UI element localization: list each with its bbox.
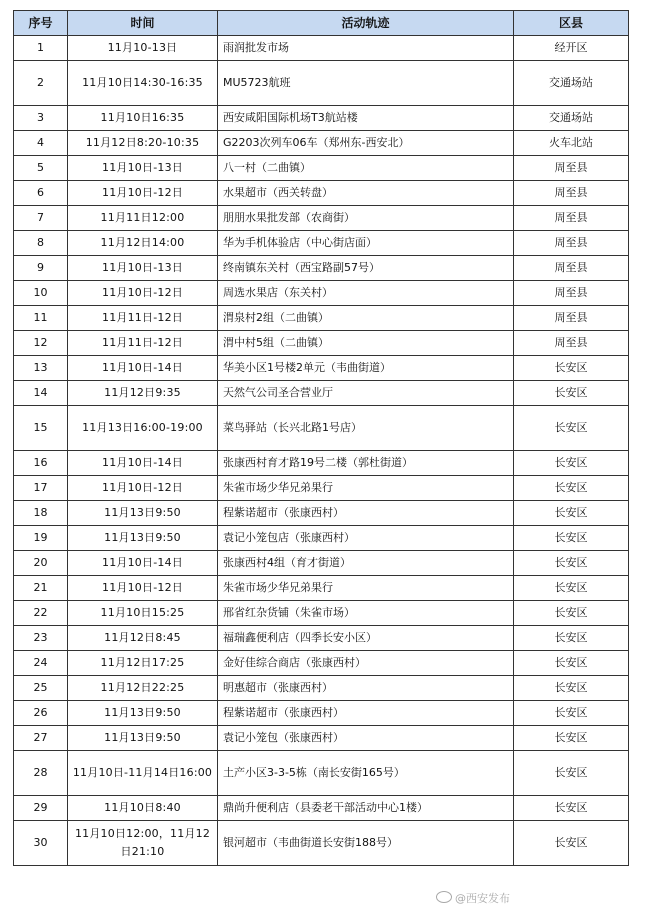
- table-row: [14, 356, 629, 381]
- row-location: 邢省红杂货铺（朱雀市场）: [218, 601, 514, 626]
- row-time: 11月11日12:00: [68, 206, 218, 231]
- row-time: 11月10日8:40: [68, 796, 218, 821]
- watermark: [436, 890, 510, 906]
- row-number: 5: [14, 156, 68, 181]
- table-row: [14, 551, 629, 576]
- row-district: 长安区: [514, 651, 629, 676]
- row-district: 周至县: [514, 256, 629, 281]
- row-location: G2203次列车06车（郑州东-西安北）: [218, 131, 514, 156]
- row-number: 10: [14, 281, 68, 306]
- row-district: 周至县: [514, 231, 629, 256]
- row-location: 福瑞鑫便利店（四季长安小区）: [218, 626, 514, 651]
- table-row: [14, 601, 629, 626]
- row-district: 周至县: [514, 331, 629, 356]
- table-row: [14, 281, 629, 306]
- header-no: 序号: [14, 11, 68, 36]
- table-row: [14, 676, 629, 701]
- row-time: 11月10日14:30-16:35: [68, 61, 218, 106]
- itinerary-table: [13, 10, 629, 866]
- row-district: 周至县: [514, 306, 629, 331]
- header-district: 区县: [514, 11, 629, 36]
- table-row: [14, 131, 629, 156]
- table-row: [14, 306, 629, 331]
- row-location: 银河超市（韦曲街道长安街188号）: [218, 821, 514, 866]
- row-number: 8: [14, 231, 68, 256]
- watermark-text: @西安发布: [455, 892, 510, 905]
- row-number: 15: [14, 406, 68, 451]
- row-location: MU5723航班: [218, 61, 514, 106]
- row-location: 渭中村5组（二曲镇）: [218, 331, 514, 356]
- row-time: 11月10-13日: [68, 36, 218, 61]
- itinerary-sheet: [13, 10, 628, 866]
- row-district: 周至县: [514, 206, 629, 231]
- row-district: 交通场站: [514, 61, 629, 106]
- row-number: 4: [14, 131, 68, 156]
- row-time: 11月12日9:35: [68, 381, 218, 406]
- row-location: 程紫诺超市（张康西村）: [218, 501, 514, 526]
- table-row: [14, 61, 629, 106]
- row-time: 11月12日8:45: [68, 626, 218, 651]
- row-time: 11月11日-12日: [68, 306, 218, 331]
- row-number: 1: [14, 36, 68, 61]
- row-location: 袁记小笼包店（张康西村）: [218, 526, 514, 551]
- row-location: 张康西村4组（育才街道）: [218, 551, 514, 576]
- row-location: 袁记小笼包（张康西村）: [218, 726, 514, 751]
- row-time: 11月10日-13日: [68, 156, 218, 181]
- row-location: 明惠超市（张康西村）: [218, 676, 514, 701]
- row-location: 朱雀市场少华兄弟果行: [218, 476, 514, 501]
- row-number: 7: [14, 206, 68, 231]
- row-time: 11月10日-12日: [68, 281, 218, 306]
- row-district: 交通场站: [514, 106, 629, 131]
- row-location: 朋朋水果批发部（农商街）: [218, 206, 514, 231]
- row-district: 周至县: [514, 281, 629, 306]
- row-time: 11月10日-11月14日16:00: [68, 751, 218, 796]
- row-location: 西安咸阳国际机场T3航站楼: [218, 106, 514, 131]
- row-number: 3: [14, 106, 68, 131]
- header-time: 时间: [68, 11, 218, 36]
- table-row: [14, 36, 629, 61]
- row-time: 11月10日12:00，11月12日21:10: [68, 821, 218, 866]
- row-location: 华为手机体验店（中心街店面）: [218, 231, 514, 256]
- row-time: 11月13日9:50: [68, 501, 218, 526]
- row-time: 11月13日16:00-19:00: [68, 406, 218, 451]
- table-row: [14, 751, 629, 796]
- table-row: [14, 451, 629, 476]
- row-number: 27: [14, 726, 68, 751]
- row-number: 17: [14, 476, 68, 501]
- row-district: 长安区: [514, 701, 629, 726]
- row-number: 12: [14, 331, 68, 356]
- table-row: [14, 576, 629, 601]
- row-location: 周选水果店（东关村）: [218, 281, 514, 306]
- row-district: 长安区: [514, 751, 629, 796]
- row-district: 经开区: [514, 36, 629, 61]
- header-row: [14, 11, 629, 36]
- row-location: 水果超市（西关转盘）: [218, 181, 514, 206]
- table-row: [14, 651, 629, 676]
- row-time: 11月10日-14日: [68, 451, 218, 476]
- row-district: 长安区: [514, 406, 629, 451]
- row-time: 11月10日-12日: [68, 181, 218, 206]
- table-row: [14, 501, 629, 526]
- row-location: 朱雀市场少华兄弟果行: [218, 576, 514, 601]
- table-row: [14, 256, 629, 281]
- row-number: 18: [14, 501, 68, 526]
- row-number: 13: [14, 356, 68, 381]
- row-number: 30: [14, 821, 68, 866]
- table-body: [14, 36, 629, 866]
- row-time: 11月10日-12日: [68, 476, 218, 501]
- row-location: 天然气公司圣合营业厅: [218, 381, 514, 406]
- table-row: [14, 821, 629, 866]
- row-time: 11月12日14:00: [68, 231, 218, 256]
- header-location: 活动轨迹: [218, 11, 514, 36]
- row-location: 鼎尚升便利店（县委老干部活动中心1楼）: [218, 796, 514, 821]
- row-district: 长安区: [514, 356, 629, 381]
- weibo-icon: [436, 891, 452, 903]
- row-number: 22: [14, 601, 68, 626]
- row-district: 长安区: [514, 601, 629, 626]
- row-district: 火车北站: [514, 131, 629, 156]
- row-time: 11月12日17:25: [68, 651, 218, 676]
- table-row: [14, 526, 629, 551]
- row-number: 14: [14, 381, 68, 406]
- row-location: 菜鸟驿站（长兴北路1号店）: [218, 406, 514, 451]
- row-number: 21: [14, 576, 68, 601]
- row-location: 张康西村育才路19号二楼（郭杜街道）: [218, 451, 514, 476]
- row-location: 终南镇东关村（西宝路副57号）: [218, 256, 514, 281]
- row-number: 23: [14, 626, 68, 651]
- row-district: 长安区: [514, 551, 629, 576]
- row-time: 11月12日8:20-10:35: [68, 131, 218, 156]
- table-row: [14, 626, 629, 651]
- row-time: 11月10日-12日: [68, 576, 218, 601]
- row-time: 11月10日15:25: [68, 601, 218, 626]
- table-row: [14, 726, 629, 751]
- row-number: 26: [14, 701, 68, 726]
- row-district: 长安区: [514, 501, 629, 526]
- table-row: [14, 701, 629, 726]
- row-number: 16: [14, 451, 68, 476]
- row-district: 周至县: [514, 156, 629, 181]
- row-district: 长安区: [514, 726, 629, 751]
- row-number: 6: [14, 181, 68, 206]
- row-number: 11: [14, 306, 68, 331]
- table-row: [14, 476, 629, 501]
- row-location: 华美小区1号楼2单元（韦曲街道）: [218, 356, 514, 381]
- row-time: 11月13日9:50: [68, 701, 218, 726]
- row-district: 长安区: [514, 476, 629, 501]
- row-number: 28: [14, 751, 68, 796]
- row-location: 金好佳综合商店（张康西村）: [218, 651, 514, 676]
- table-row: [14, 381, 629, 406]
- row-district: 周至县: [514, 181, 629, 206]
- table-row: [14, 156, 629, 181]
- table-row: [14, 106, 629, 131]
- row-time: 11月12日22:25: [68, 676, 218, 701]
- row-number: 29: [14, 796, 68, 821]
- table-row: [14, 331, 629, 356]
- table-row: [14, 231, 629, 256]
- row-location: 程紫诺超市（张康西村）: [218, 701, 514, 726]
- row-time: 11月10日-13日: [68, 256, 218, 281]
- table-row: [14, 206, 629, 231]
- row-district: 长安区: [514, 796, 629, 821]
- row-number: 19: [14, 526, 68, 551]
- row-district: 长安区: [514, 576, 629, 601]
- row-time: 11月10日-14日: [68, 551, 218, 576]
- row-district: 长安区: [514, 526, 629, 551]
- row-district: 长安区: [514, 451, 629, 476]
- row-district: 长安区: [514, 381, 629, 406]
- row-number: 25: [14, 676, 68, 701]
- row-location: 雨润批发市场: [218, 36, 514, 61]
- row-time: 11月13日9:50: [68, 526, 218, 551]
- row-district: 长安区: [514, 676, 629, 701]
- row-time: 11月10日16:35: [68, 106, 218, 131]
- table-row: [14, 406, 629, 451]
- row-time: 11月11日-12日: [68, 331, 218, 356]
- row-time: 11月13日9:50: [68, 726, 218, 751]
- row-location: 土产小区3-3-5栋（南长安街165号）: [218, 751, 514, 796]
- row-location: 渭泉村2组（二曲镇）: [218, 306, 514, 331]
- table-row: [14, 796, 629, 821]
- row-number: 20: [14, 551, 68, 576]
- table-row: [14, 181, 629, 206]
- row-number: 2: [14, 61, 68, 106]
- row-number: 9: [14, 256, 68, 281]
- row-district: 长安区: [514, 626, 629, 651]
- row-time: 11月10日-14日: [68, 356, 218, 381]
- row-district: 长安区: [514, 821, 629, 866]
- row-number: 24: [14, 651, 68, 676]
- row-location: 八一村（二曲镇）: [218, 156, 514, 181]
